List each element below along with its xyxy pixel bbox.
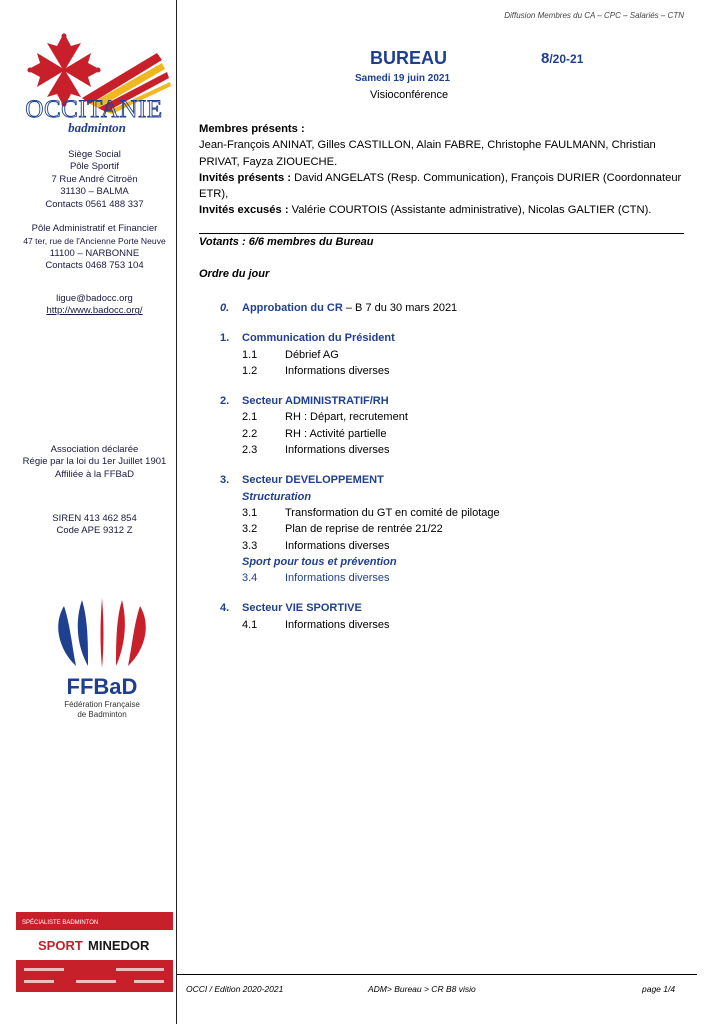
siren-line: Code APE 9312 Z xyxy=(56,525,133,537)
item-label: Informations diverses xyxy=(285,539,390,552)
subheading-label: Sport pour tous et prévention xyxy=(242,555,397,568)
section-number: 3. xyxy=(220,474,230,487)
pole-line: 11100 – NARBONNE xyxy=(49,247,140,259)
meeting-number xyxy=(541,50,583,67)
item-label: Informations diverses xyxy=(285,364,390,377)
agenda-section xyxy=(199,602,684,618)
item-number: 3.2 xyxy=(242,523,258,536)
agenda-item xyxy=(199,619,684,635)
item-label: Informations diverses xyxy=(285,444,390,457)
document-title: BUREAU xyxy=(370,48,448,68)
svg-text:MINEDOR: MINEDOR xyxy=(88,938,150,953)
item-label: RH : Activité partielle xyxy=(285,427,387,440)
occitanie-logo xyxy=(12,28,177,138)
siege-line: 7 Rue André Citroën xyxy=(51,173,138,185)
present-list: Jean-François ANINAT, Gilles CASTILLON, Alain FABRE, Christophe FAULMANN, Christian PRIVAT, Fayza ZIOUECHE. xyxy=(199,139,656,168)
svg-text:OCCITANIE: OCCITANIE xyxy=(25,96,163,123)
diffusion-line: Diffusion Membres du CA – CPC – Salariés – CTN xyxy=(504,11,684,20)
footer-page: page 1/4 xyxy=(642,984,676,994)
association-block xyxy=(12,444,177,481)
section-number: 0. xyxy=(220,302,230,314)
item-number: 2.2 xyxy=(242,427,258,440)
sidebar xyxy=(12,0,177,1024)
agenda-section xyxy=(199,395,684,411)
footer-divider xyxy=(177,974,697,975)
siren-line: SIREN 413 462 854 xyxy=(52,513,137,524)
item-number: 1.1 xyxy=(242,348,258,361)
item-label: Débrief AG xyxy=(285,348,339,361)
pole-line: Pôle Administratif et Financier xyxy=(31,223,158,234)
svg-text:badminton: badminton xyxy=(68,120,126,135)
svg-text:de Badminton: de Badminton xyxy=(77,710,127,719)
agenda-section xyxy=(199,332,684,348)
section-title: Secteur DEVELOPPEMENT xyxy=(242,474,384,487)
meeting-date: Samedi 19 juin 2021 xyxy=(355,73,451,84)
invited-list: David ANGELATS (Resp. Communication), François DURIER (Coordonnateur ETR), xyxy=(199,171,682,201)
agenda-section xyxy=(199,302,684,318)
sponsor-banner xyxy=(16,912,173,992)
section-title: Communication du Président xyxy=(242,332,395,345)
website-link[interactable]: http://www.badocc.org/ xyxy=(46,305,143,317)
item-number: 4.1 xyxy=(242,618,258,631)
siege-block xyxy=(12,149,177,211)
meeting-place: Visioconférence xyxy=(370,89,449,101)
agenda-item xyxy=(199,349,684,365)
agenda-list xyxy=(199,302,684,635)
excused-label: Invités excusés : xyxy=(199,204,289,217)
email-link[interactable]: ligue@badocc.org xyxy=(56,293,133,304)
agenda-item xyxy=(199,507,684,523)
agenda-item xyxy=(199,444,684,460)
agenda-section xyxy=(199,474,684,490)
association-line: Régie par la loi du 1er Juillet 1901 xyxy=(22,456,167,468)
item-label: Informations diverses xyxy=(285,618,390,631)
section-number: 1. xyxy=(220,332,230,345)
footer-path: ADM> Bureau > CR B8 visio xyxy=(368,984,476,994)
meeting-number-main: 8 xyxy=(541,50,550,67)
svg-text:SPÉCIALISTE BADMINTON: SPÉCIALISTE BADMINTON xyxy=(22,920,99,926)
item-number: 3.1 xyxy=(242,506,258,519)
association-line: Association déclarée xyxy=(50,444,139,455)
item-number: 3.3 xyxy=(242,539,258,552)
item-label: Transformation du GT en comité de pilotage xyxy=(285,506,500,519)
siren-block xyxy=(12,513,177,538)
agenda-item xyxy=(199,572,684,588)
subheading-label: Structuration xyxy=(242,490,312,503)
agenda-item xyxy=(199,411,684,427)
item-number: 3.4 xyxy=(242,572,258,585)
item-number: 2.1 xyxy=(242,411,258,424)
section-title: Secteur ADMINISTRATIF/RH xyxy=(242,395,389,408)
section-title: Approbation du CR xyxy=(242,302,343,314)
agenda-subheading xyxy=(199,491,684,507)
meeting-number-suffix: /20-21 xyxy=(549,52,584,66)
association-line: Affiliée à la FFBaD xyxy=(54,468,135,480)
members-section xyxy=(199,121,684,219)
footer-edition: OCCI / Edition 2020-2021 xyxy=(186,984,284,994)
shuttlecock-icon xyxy=(58,598,146,668)
excused-list: Valérie COURTOIS (Assistante administrative), Nicolas GALTIER (CTN). xyxy=(288,204,652,217)
item-number: 2.3 xyxy=(242,444,258,457)
section-number: 4. xyxy=(220,602,230,615)
contact-block xyxy=(12,293,177,318)
agenda-item xyxy=(199,428,684,444)
siege-line: Contacts 0561 488 337 xyxy=(45,198,144,210)
item-number: 1.2 xyxy=(242,364,258,377)
svg-text:Fédération Française: Fédération Française xyxy=(64,700,140,709)
invited-label: Invités présents : xyxy=(199,171,292,184)
pole-line: 47 ter, rue de l'Ancienne Porte Neuve xyxy=(23,236,166,247)
siege-line: 31130 – BALMA xyxy=(60,186,129,198)
siege-line: Pôle Sportif xyxy=(69,161,120,173)
present-label: Membres présents : xyxy=(199,123,305,135)
divider xyxy=(199,233,684,234)
pole-block xyxy=(12,223,177,273)
pole-line: Contacts 0468 753 104 xyxy=(45,260,144,272)
svg-text:SPORT: SPORT xyxy=(38,938,83,953)
agenda-item xyxy=(199,523,684,539)
section-number: 2. xyxy=(220,395,230,408)
item-label: Informations diverses xyxy=(285,572,390,585)
agenda-heading: Ordre du jour xyxy=(199,268,270,280)
ffbad-logo xyxy=(42,596,162,721)
item-label: RH : Départ, recrutement xyxy=(285,411,408,424)
section-title: Secteur VIE SPORTIVE xyxy=(242,602,362,615)
item-label: Plan de reprise de rentrée 21/22 xyxy=(285,523,443,536)
votants: Votants : 6/6 membres du Bureau xyxy=(199,236,374,248)
section-detail: – B 7 du 30 mars 2021 xyxy=(342,302,458,314)
agenda-item xyxy=(199,365,684,381)
svg-text:FFBaD: FFBaD xyxy=(66,674,138,699)
agenda-item xyxy=(199,540,684,556)
siege-line: Siège Social xyxy=(68,149,121,160)
agenda-subheading xyxy=(199,556,684,572)
